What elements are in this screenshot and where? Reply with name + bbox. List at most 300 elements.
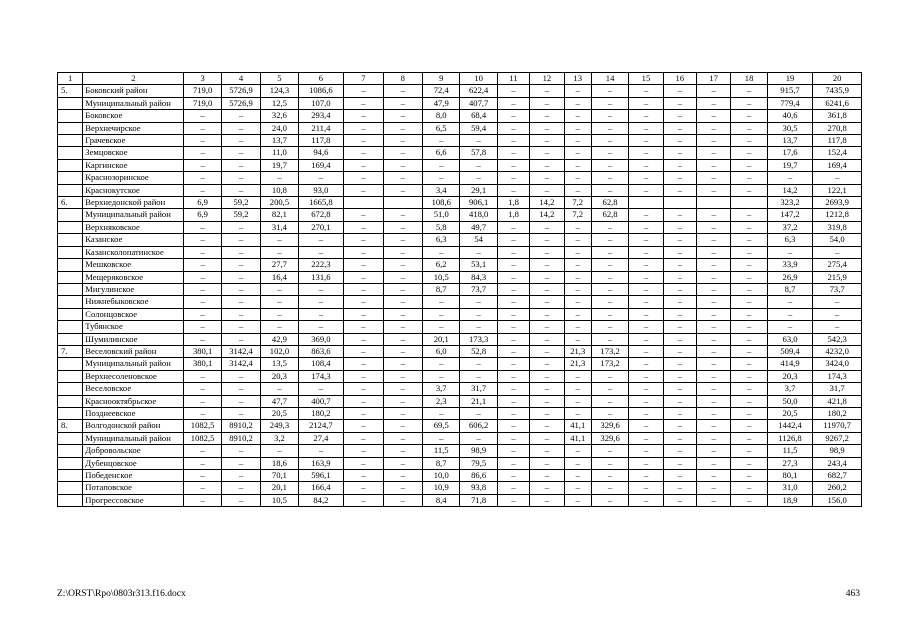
table-cell: –: [497, 420, 529, 432]
table-cell: –: [663, 482, 696, 494]
table-cell: –: [629, 345, 663, 357]
table-cell: –: [460, 308, 497, 320]
table-cell: 24,0: [261, 122, 298, 134]
table-cell: 270,8: [813, 122, 862, 134]
table-cell: –: [221, 271, 260, 283]
territory-name: Шумилинское: [83, 333, 184, 345]
table-cell: 31,4: [261, 221, 298, 233]
table-cell: 50,0: [767, 395, 813, 407]
table-cell: 37,2: [767, 221, 813, 233]
territory-name: Грачевское: [83, 135, 184, 147]
table-cell: –: [530, 259, 564, 271]
table-cell: –: [731, 395, 767, 407]
table-cell: –: [344, 159, 383, 171]
table-cell: –: [663, 234, 696, 246]
table-cell: –: [663, 184, 696, 196]
table-cell: –: [383, 445, 422, 457]
table-cell: –: [184, 370, 221, 382]
table-cell: 1,8: [497, 197, 529, 209]
table-cell: –: [530, 172, 564, 184]
table-cell: 6,3: [767, 234, 813, 246]
row-number: [58, 283, 83, 295]
table-cell: –: [629, 420, 663, 432]
table-cell: 622,4: [460, 85, 497, 97]
territory-name: Казансколопатинское: [83, 246, 184, 258]
table-cell: –: [221, 159, 260, 171]
table-cell: –: [530, 296, 564, 308]
table-cell: –: [383, 221, 422, 233]
table-cell: –: [497, 271, 529, 283]
table-cell: –: [261, 321, 298, 333]
table-cell: 13,7: [261, 135, 298, 147]
table-cell: –: [731, 432, 767, 444]
table-cell: –: [184, 470, 221, 482]
table-cell: –: [221, 333, 260, 345]
table-cell: –: [629, 97, 663, 109]
table-cell: –: [298, 283, 344, 295]
table-cell: 10,0: [423, 470, 460, 482]
table-cell: –: [591, 457, 628, 469]
table-cell: –: [564, 333, 591, 345]
territory-name: Солонцовское: [83, 308, 184, 320]
table-cell: –: [530, 283, 564, 295]
table-cell: 20,3: [767, 370, 813, 382]
territory-name: Каргинское: [83, 159, 184, 171]
table-cell: –: [423, 135, 460, 147]
table-cell: –: [383, 283, 422, 295]
table-cell: –: [497, 321, 529, 333]
table-cell: 11970,7: [813, 420, 862, 432]
table-row: [58, 358, 862, 370]
table-row: [58, 184, 862, 196]
table-cell: –: [383, 345, 422, 357]
table-cell: 11,5: [423, 445, 460, 457]
row-number: [58, 482, 83, 494]
table-cell: 293,4: [298, 110, 344, 122]
table-cell: 14,2: [530, 209, 564, 221]
table-cell: –: [591, 445, 628, 457]
table-cell: –: [423, 296, 460, 308]
row-number: [58, 407, 83, 419]
column-number: 8: [383, 73, 422, 85]
table-cell: –: [184, 296, 221, 308]
table-cell: 4232,0: [813, 345, 862, 357]
table-cell: –: [697, 407, 731, 419]
table-cell: –: [530, 122, 564, 134]
table-cell: –: [261, 296, 298, 308]
table-cell: –: [663, 370, 696, 382]
table-cell: –: [697, 234, 731, 246]
table-cell: –: [383, 383, 422, 395]
table-cell: –: [184, 172, 221, 184]
table-cell: –: [564, 296, 591, 308]
table-cell: 29,1: [460, 184, 497, 196]
table-cell: 102,0: [261, 345, 298, 357]
table-cell: 6,3: [423, 234, 460, 246]
table-cell: –: [731, 246, 767, 258]
table-cell: –: [383, 333, 422, 345]
territory-name: Позднеевское: [83, 407, 184, 419]
table-cell: –: [184, 122, 221, 134]
table-cell: 863,6: [298, 345, 344, 357]
table-cell: 169,4: [813, 159, 862, 171]
table-cell: –: [184, 333, 221, 345]
table-row: [58, 482, 862, 494]
table-cell: –: [591, 184, 628, 196]
territory-name: Прогрессовское: [83, 494, 184, 506]
table-cell: –: [813, 308, 862, 320]
table-cell: 6241,6: [813, 97, 862, 109]
table-cell: –: [731, 457, 767, 469]
table-cell: –: [344, 358, 383, 370]
column-number: 15: [629, 73, 663, 85]
table-cell: –: [564, 383, 591, 395]
column-number: 7: [344, 73, 383, 85]
table-cell: –: [591, 494, 628, 506]
table-cell: –: [591, 246, 628, 258]
table-cell: 51,0: [423, 209, 460, 221]
table-cell: 915,7: [767, 85, 813, 97]
table-row: [58, 135, 862, 147]
table-cell: –: [697, 333, 731, 345]
table-row: [58, 221, 862, 233]
table-cell: –: [344, 135, 383, 147]
table-cell: 94,6: [298, 147, 344, 159]
table-cell: –: [731, 345, 767, 357]
table-cell: –: [591, 407, 628, 419]
table-row: [58, 97, 862, 109]
table-cell: –: [221, 234, 260, 246]
table-cell: 27,3: [767, 457, 813, 469]
table-cell: –: [530, 445, 564, 457]
table-cell: [731, 197, 767, 209]
table-cell: 6,5: [423, 122, 460, 134]
table-cell: –: [383, 184, 422, 196]
table-cell: 1126,8: [767, 432, 813, 444]
table-cell: –: [629, 445, 663, 457]
table-cell: –: [383, 110, 422, 122]
table-cell: –: [184, 221, 221, 233]
territory-name: Муниципальный район: [83, 432, 184, 444]
table-cell: –: [697, 457, 731, 469]
table-cell: –: [564, 122, 591, 134]
table-cell: –: [663, 407, 696, 419]
table-cell: –: [731, 296, 767, 308]
table-cell: –: [697, 147, 731, 159]
row-number: [58, 209, 83, 221]
table-row: [58, 197, 862, 209]
table-cell: –: [629, 221, 663, 233]
table-cell: –: [629, 482, 663, 494]
table-cell: 260,2: [813, 482, 862, 494]
table-cell: –: [344, 407, 383, 419]
table-cell: –: [298, 246, 344, 258]
table-row: [58, 407, 862, 419]
table-cell: –: [184, 184, 221, 196]
table-cell: –: [731, 221, 767, 233]
table-cell: –: [663, 147, 696, 159]
table-cell: –: [731, 420, 767, 432]
table-cell: –: [591, 85, 628, 97]
table-cell: –: [460, 135, 497, 147]
table-cell: –: [663, 259, 696, 271]
table-cell: –: [344, 445, 383, 457]
table-cell: –: [731, 470, 767, 482]
territory-name: Верхнесоленовское: [83, 370, 184, 382]
table-cell: 3,2: [261, 432, 298, 444]
table-cell: 3,7: [423, 383, 460, 395]
table-cell: –: [344, 221, 383, 233]
row-number: [58, 159, 83, 171]
table-cell: 107,0: [298, 97, 344, 109]
table-cell: –: [591, 271, 628, 283]
table-cell: –: [497, 85, 529, 97]
table-cell: –: [731, 85, 767, 97]
table-cell: –: [221, 172, 260, 184]
table-row: [58, 110, 862, 122]
table-cell: –: [564, 147, 591, 159]
table-cell: 71,8: [460, 494, 497, 506]
table-cell: 509,4: [767, 345, 813, 357]
table-cell: –: [460, 172, 497, 184]
table-cell: –: [383, 308, 422, 320]
table-cell: –: [298, 234, 344, 246]
table-cell: –: [530, 321, 564, 333]
table-cell: –: [697, 383, 731, 395]
table-cell: 31,0: [767, 482, 813, 494]
table-cell: 13,5: [261, 358, 298, 370]
table-cell: 1082,5: [184, 432, 221, 444]
table-cell: 6,9: [184, 209, 221, 221]
table-cell: –: [697, 172, 731, 184]
table-cell: –: [731, 283, 767, 295]
table-cell: –: [591, 135, 628, 147]
table-cell: 59,2: [221, 197, 260, 209]
table-cell: –: [344, 259, 383, 271]
table-cell: –: [731, 383, 767, 395]
row-number: [58, 494, 83, 506]
table-cell: –: [423, 321, 460, 333]
table-cell: 222,3: [298, 259, 344, 271]
table-cell: –: [564, 159, 591, 171]
table-cell: 174,3: [298, 370, 344, 382]
table-cell: –: [184, 234, 221, 246]
table-cell: [344, 197, 383, 209]
table-cell: –: [629, 308, 663, 320]
table-cell: –: [629, 184, 663, 196]
table-cell: –: [497, 470, 529, 482]
table-cell: –: [591, 333, 628, 345]
row-number: [58, 370, 83, 382]
table-cell: –: [731, 234, 767, 246]
table-cell: –: [629, 209, 663, 221]
territory-name: Боковский район: [83, 85, 184, 97]
table-cell: 54,0: [813, 234, 862, 246]
table-cell: –: [423, 370, 460, 382]
table-cell: 200,5: [261, 197, 298, 209]
table-cell: –: [591, 370, 628, 382]
territory-name: Муниципальный район: [83, 209, 184, 221]
table-row: [58, 333, 862, 345]
table-cell: –: [564, 246, 591, 258]
table-cell: –: [731, 184, 767, 196]
table-cell: –: [497, 246, 529, 258]
table-cell: –: [221, 383, 260, 395]
table-cell: –: [697, 159, 731, 171]
table-cell: –: [261, 445, 298, 457]
table-cell: –: [731, 122, 767, 134]
table-cell: –: [564, 85, 591, 97]
footer-page-number: 463: [845, 589, 860, 599]
table-row: [58, 345, 862, 357]
table-cell: 14,2: [530, 197, 564, 209]
table-cell: 84,3: [460, 271, 497, 283]
table-cell: 10,5: [423, 271, 460, 283]
table-row: [58, 283, 862, 295]
table-cell: 21,3: [564, 345, 591, 357]
table-cell: –: [221, 296, 260, 308]
table-cell: –: [344, 122, 383, 134]
table-row: [58, 159, 862, 171]
table-cell: –: [731, 333, 767, 345]
table-cell: –: [423, 159, 460, 171]
table-cell: –: [530, 482, 564, 494]
table-cell: –: [497, 147, 529, 159]
table-cell: –: [344, 296, 383, 308]
table-cell: –: [697, 209, 731, 221]
table-cell: –: [663, 383, 696, 395]
table-cell: 32,6: [261, 110, 298, 122]
table-cell: –: [530, 494, 564, 506]
table-row: [58, 296, 862, 308]
table-cell: –: [298, 445, 344, 457]
table-cell: –: [697, 259, 731, 271]
table-cell: –: [423, 172, 460, 184]
table-cell: –: [497, 283, 529, 295]
table-cell: 27,4: [298, 432, 344, 444]
table-cell: 542,3: [813, 333, 862, 345]
table-cell: –: [344, 395, 383, 407]
table-cell: [629, 197, 663, 209]
table-cell: 270,1: [298, 221, 344, 233]
table-cell: –: [497, 159, 529, 171]
table-cell: 215,9: [813, 271, 862, 283]
table-cell: –: [629, 395, 663, 407]
table-cell: –: [497, 221, 529, 233]
table-cell: [383, 197, 422, 209]
table-cell: 421,8: [813, 395, 862, 407]
table-cell: 21,1: [460, 395, 497, 407]
table-cell: 6,9: [184, 197, 221, 209]
table-cell: 414,9: [767, 358, 813, 370]
table-cell: –: [497, 445, 529, 457]
table-cell: –: [564, 494, 591, 506]
table-cell: 180,2: [813, 407, 862, 419]
table-cell: –: [564, 482, 591, 494]
table-cell: –: [221, 407, 260, 419]
table-cell: –: [497, 259, 529, 271]
table-cell: 10,8: [261, 184, 298, 196]
table-cell: 59,2: [221, 209, 260, 221]
territory-name: Боковское: [83, 110, 184, 122]
table-cell: 2,3: [423, 395, 460, 407]
territory-name: Краснооктябрьское: [83, 395, 184, 407]
table-cell: –: [629, 457, 663, 469]
table-cell: –: [460, 358, 497, 370]
table-cell: –: [497, 110, 529, 122]
table-cell: 6,0: [423, 345, 460, 357]
table-cell: 166,4: [298, 482, 344, 494]
table-cell: 68,4: [460, 110, 497, 122]
table-cell: –: [497, 172, 529, 184]
territory-name: Тубянское: [83, 321, 184, 333]
table-cell: –: [184, 494, 221, 506]
table-cell: –: [697, 395, 731, 407]
table-cell: 8,4: [423, 494, 460, 506]
table-cell: –: [663, 135, 696, 147]
table-cell: 152,4: [813, 147, 862, 159]
table-cell: –: [629, 370, 663, 382]
table-cell: 180,2: [298, 407, 344, 419]
table-cell: –: [813, 296, 862, 308]
table-cell: –: [663, 445, 696, 457]
table-cell: –: [221, 445, 260, 457]
table-cell: –: [221, 184, 260, 196]
table-cell: 12,5: [261, 97, 298, 109]
table-cell: 27,7: [261, 259, 298, 271]
table-cell: –: [731, 370, 767, 382]
table-cell: –: [663, 321, 696, 333]
table-cell: –: [530, 221, 564, 233]
table-cell: –: [423, 407, 460, 419]
table-cell: –: [731, 482, 767, 494]
table-cell: –: [564, 308, 591, 320]
table-cell: 596,1: [298, 470, 344, 482]
table-cell: 3142,4: [221, 345, 260, 357]
table-cell: –: [731, 209, 767, 221]
table-cell: 122,1: [813, 184, 862, 196]
table-cell: –: [383, 494, 422, 506]
table-cell: –: [663, 308, 696, 320]
table-cell: –: [221, 494, 260, 506]
table-cell: –: [591, 97, 628, 109]
table-cell: 41,1: [564, 420, 591, 432]
table-cell: 84,2: [298, 494, 344, 506]
table-cell: –: [663, 457, 696, 469]
territory-name: Муниципальный район: [83, 358, 184, 370]
table-cell: 49,7: [460, 221, 497, 233]
table-cell: –: [383, 246, 422, 258]
table-cell: –: [261, 283, 298, 295]
table-cell: 54: [460, 234, 497, 246]
territory-name: Веселовский район: [83, 345, 184, 357]
table-cell: 319,8: [813, 221, 862, 233]
table-cell: –: [731, 271, 767, 283]
table-cell: –: [629, 407, 663, 419]
table-cell: –: [663, 333, 696, 345]
table-cell: 7,2: [564, 197, 591, 209]
footer-file-path: Z:\ORST\Rpo\0803r313.f16.docx: [57, 589, 186, 599]
table-cell: 108,4: [298, 358, 344, 370]
table-cell: –: [344, 470, 383, 482]
table-cell: –: [663, 172, 696, 184]
table-cell: 369,0: [298, 333, 344, 345]
table-cell: –: [629, 147, 663, 159]
territory-name: Земцовское: [83, 147, 184, 159]
table-cell: –: [460, 370, 497, 382]
table-cell: –: [497, 358, 529, 370]
table-cell: 1086,6: [298, 85, 344, 97]
